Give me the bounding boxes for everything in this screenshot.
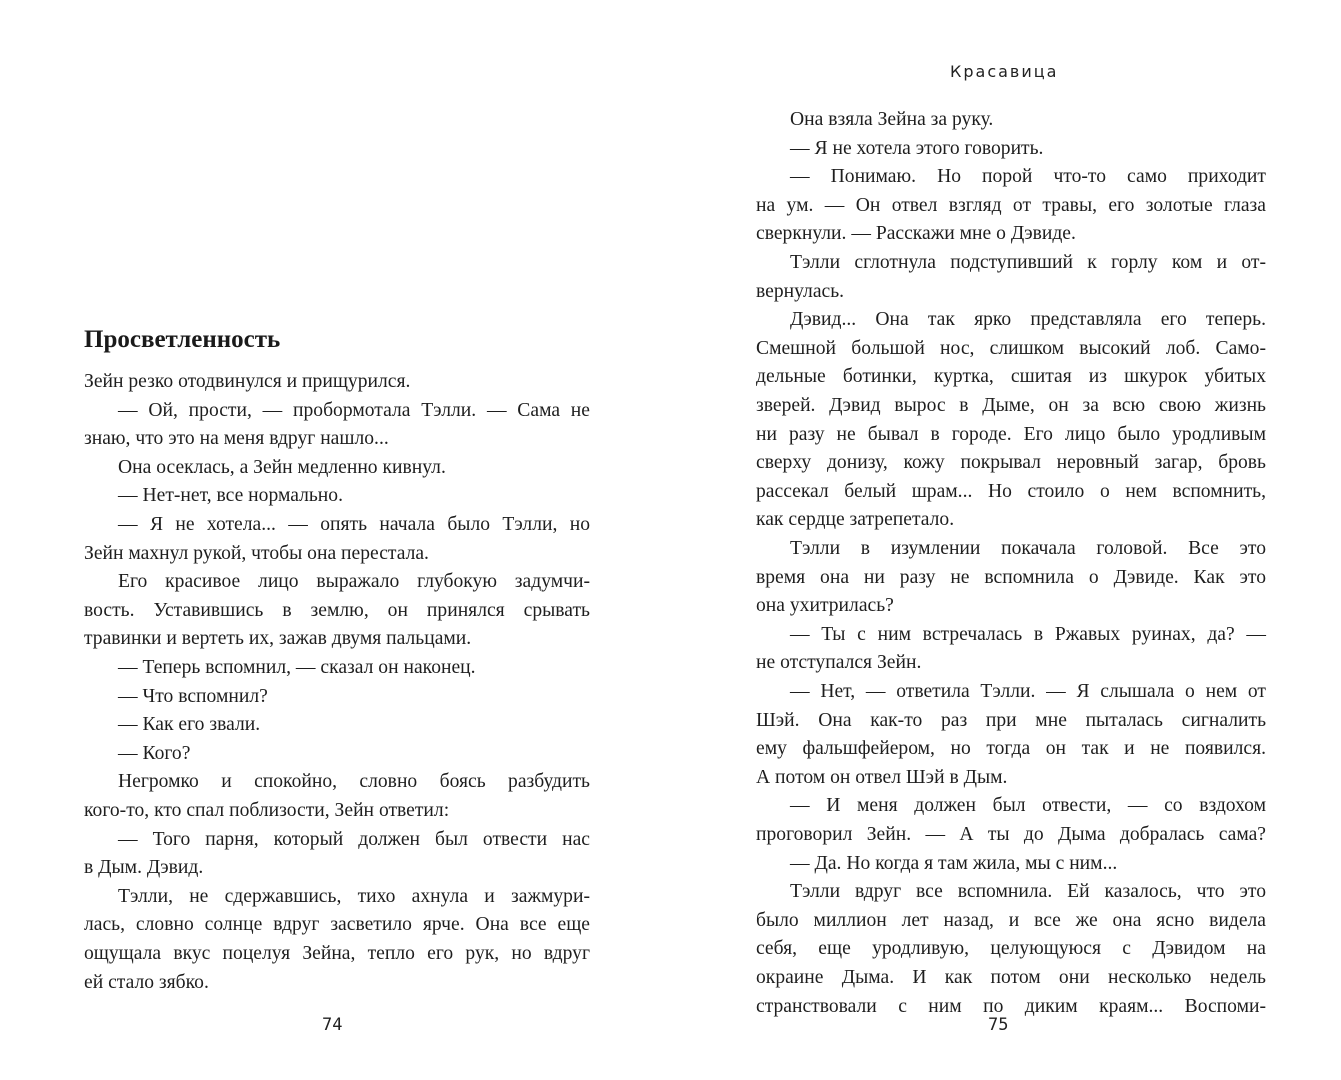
text-line: А потом он отвел Шэй в Дым. bbox=[756, 766, 1008, 788]
text-line: Тэлли, не сдержавшись, тихо ахнула и зажмури- bbox=[118, 885, 590, 907]
text-line: травинки и вертеть их, зажав двумя пальцами. bbox=[84, 628, 472, 650]
text-line: вернулась. bbox=[756, 280, 845, 302]
text-line: дельные ботинки, куртка, сшитая из шкурок убитых bbox=[756, 366, 1266, 388]
text-line: сверкнули. — Расскажи мне о Дэвиде. bbox=[756, 223, 1076, 245]
text-line: Тэлли в изумлении покачала головой. Все это bbox=[790, 538, 1266, 559]
text-line: ощущала вкус поцелуя Зейна, тепло его рук, но вдруг bbox=[84, 943, 590, 964]
text-line: — Того парня, который должен был отвести нас bbox=[118, 828, 590, 850]
text-line: лась, словно солнце вдруг засветило ярче. Она все еще bbox=[84, 914, 590, 936]
text-line: ей стало зябко. bbox=[84, 971, 209, 993]
text-line: сверху донизу, кожу покрывал неровный загар, бровь bbox=[756, 452, 1266, 474]
text-line: — Теперь вспомнил, — сказал он наконец. bbox=[118, 657, 476, 678]
text-line: Она осеклась, а Зейн медленно кивнул. bbox=[118, 456, 446, 478]
text-line: себя, еще уродливую, целующуюся с Дэвидом на bbox=[756, 938, 1266, 960]
text-line: Зейн резко отодвинулся и прищурился. bbox=[84, 371, 411, 392]
text-line: вость. Уставившись в землю, он принялся срывать bbox=[84, 599, 590, 621]
running-head: Красавица bbox=[950, 62, 1059, 81]
page-number-left: 74 bbox=[322, 1015, 343, 1035]
text-line: — Как его звали. bbox=[118, 714, 261, 736]
text-line: Тэлли вдруг все вспомнила. Ей казалось, что это bbox=[790, 881, 1266, 903]
text-line: как сердце затрепетало. bbox=[756, 509, 955, 531]
text-line: Дэвид... Она так ярко представляла его теперь. bbox=[790, 309, 1266, 331]
text-line: — Ой, прости, — пробормотала Тэлли. — Сама не bbox=[118, 399, 590, 421]
text-line: — Да. Но когда я там жила, мы с ним... bbox=[790, 852, 1118, 874]
text-line: — Кого? bbox=[118, 742, 191, 764]
text-line: Шэй. Она как-то раз при мне пыталась сигналить bbox=[756, 709, 1266, 731]
text-line: Она взяла Зейна за руку. bbox=[790, 109, 994, 130]
text-line: кого-то, кто спал поблизости, Зейн ответил: bbox=[84, 800, 450, 821]
text-line: было миллион лет назад, и все же она ясно видела bbox=[756, 909, 1266, 931]
text-line: — Я не хотела этого говорить. bbox=[790, 137, 1044, 159]
text-line: она ухитрилась? bbox=[756, 595, 894, 617]
text-line: окраине Дыма. И как потом они несколько недель bbox=[756, 967, 1266, 988]
text-line: на ум. — Он отвел взгляд от травы, его золотые глаза bbox=[756, 194, 1266, 216]
text-line: Негромко и спокойно, словно боясь разбудить bbox=[118, 771, 590, 793]
text-line: в Дым. Дэвид. bbox=[84, 857, 204, 879]
text-line: время она ни разу не вспомнила о Дэвиде. Как это bbox=[756, 566, 1266, 588]
text-line: — Ты с ним встречалась в Ржавых руинах, да? — bbox=[790, 623, 1266, 645]
text-line: не отступался Зейн. bbox=[756, 652, 922, 674]
text-line: ни разу не бывал в городе. Его лицо было уродливым bbox=[756, 423, 1266, 445]
text-line: рассекал белый шрам... Но стоило о нем вспомнить, bbox=[756, 480, 1266, 502]
text-line: странствовали с ним по диким краям... Воспоми- bbox=[756, 995, 1266, 1017]
right-page bbox=[670, 0, 1341, 1080]
text-line: — Что вспомнил? bbox=[118, 685, 268, 707]
text-line: — Нет, — ответила Тэлли. — Я слышала о нем от bbox=[790, 681, 1266, 702]
text-line: Зейн махнул рукой, чтобы она перестала. bbox=[84, 542, 429, 564]
chapter-title: Просветленность bbox=[84, 326, 281, 353]
text-line: Смешной большой нос, слишком высокий лоб. Само- bbox=[756, 337, 1266, 359]
text-line: Тэлли сглотнула подступивший к горлу ком и от- bbox=[790, 252, 1266, 273]
text-line: проговорил Зейн. — А ты до Дыма добралась сама? bbox=[756, 824, 1266, 845]
text-line: — Я не хотела... — опять начала было Тэлли, но bbox=[118, 514, 590, 535]
text-line: зверей. Дэвид вырос в Дыме, он за всю свою жизнь bbox=[756, 395, 1266, 416]
text-line: — И меня должен был отвести, — со вздохом bbox=[790, 795, 1266, 817]
left-page bbox=[0, 0, 670, 1080]
text-line: ему фальшфейером, но тогда он так и не появился. bbox=[756, 738, 1266, 760]
text-line: Его красивое лицо выражало глубокую задумчи- bbox=[118, 571, 590, 593]
text-line: — Понимаю. Но порой что-то само приходит bbox=[790, 166, 1266, 188]
page-number-right: 75 bbox=[988, 1015, 1009, 1035]
text-line: — Нет-нет, все нормально. bbox=[118, 485, 343, 507]
text-line: знаю, что это на меня вдруг нашло... bbox=[84, 428, 389, 450]
